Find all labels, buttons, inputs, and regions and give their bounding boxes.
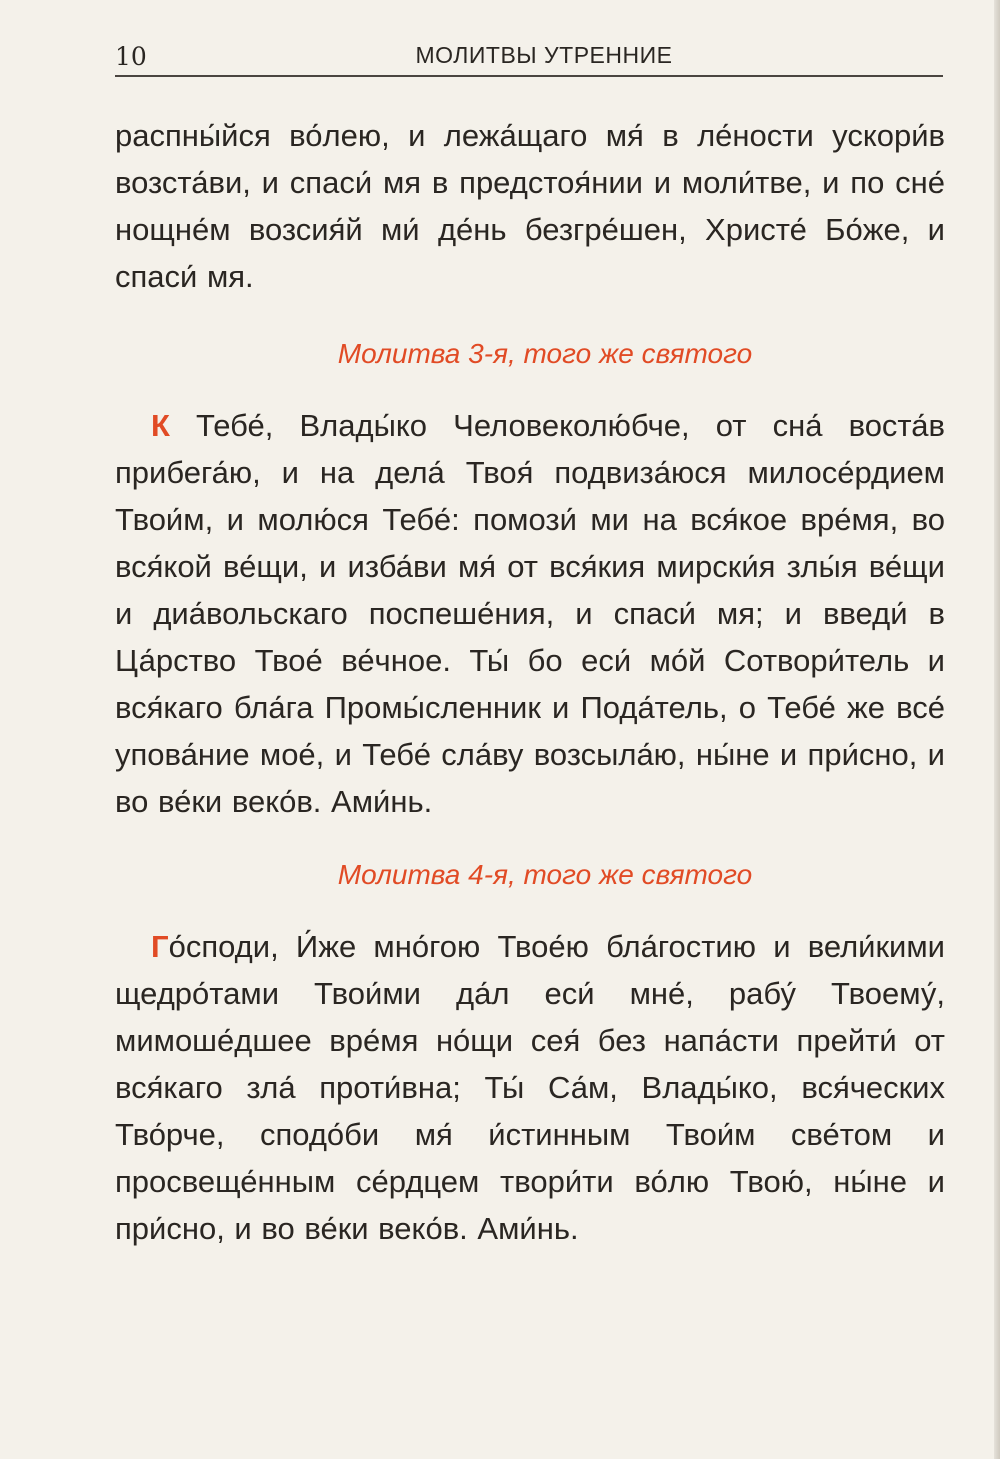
header-rule [115, 75, 943, 77]
running-title: МОЛИТВЫ УТРЕННИЕ [415, 42, 673, 68]
paragraph-continuation: распны́йся во́лею, и лежа́щаго мя́ в ле́ности ускори́в возста́ви, и спаси́ мя в предстоя́нии и моли́тве, и по сне́ нощне́м возсия́й ми́ де́нь безгре́шен, Христе́ Бо́же, и спаси́ мя. [115, 118, 945, 294]
prayer-heading-3: Молитва 3-я, того же святого [337, 338, 753, 369]
prayer-4-text: о́споди, И́же мно́гою Твое́ю бла́гостию и вели́кими щедро́тами Твои́ми да́л еси́ мне́, рабу́ Твоему́, мимоше́дшее вре́мя но́щи сея́ без напа́сти прейти́ от вся́каго зла́ проти́вна; Ты́ Са́м, Влады́ко, вся́ческих Тво́рче, сподо́би мя́ и́стинным Твои́м све́том и просвеще́нным се́рдцем твори́ти во́лю Твою́, ны́не и при́сно, и во ве́ки веко́в. Ами́нь. [115, 929, 945, 1246]
prayer-4-paragraph [115, 923, 945, 1252]
prayer-heading-4: Молитва 4-я, того же святого [337, 859, 753, 890]
running-header [115, 40, 943, 80]
prayer-3-text: Тебе́, Влады́ко Человеколю́бче, от сна́ воста́в прибега́ю, и на дела́ Твоя́ подвиза́юся милосе́рдием Твои́м, и молю́ся Тебе́: помози́ ми на вся́кое вре́мя, во вся́кой ве́щи, и изба́ви мя́ от вся́кия мирски́я злы́я ве́щи и диа́вольскаго поспеше́ния, и спаси́ мя; и введи́ в Ца́рство Твое́ ве́чное. Ты́ бо еси́ мо́й Сотвори́тель и вся́каго бла́га Промы́сленник и Пода́тель, о Тебе́ же все́ упова́ние мое́, и Тебе́ сла́ву возсыла́ю, ны́не и при́сно, и во ве́ки веко́в. Ами́нь. [115, 408, 945, 819]
initial-letter: Г [151, 929, 169, 964]
prayer-text [115, 112, 945, 1252]
prayer-3-paragraph [115, 402, 945, 825]
page-edge [994, 0, 1000, 1459]
initial-letter: К [151, 408, 170, 443]
page-number: 10 [115, 42, 147, 71]
